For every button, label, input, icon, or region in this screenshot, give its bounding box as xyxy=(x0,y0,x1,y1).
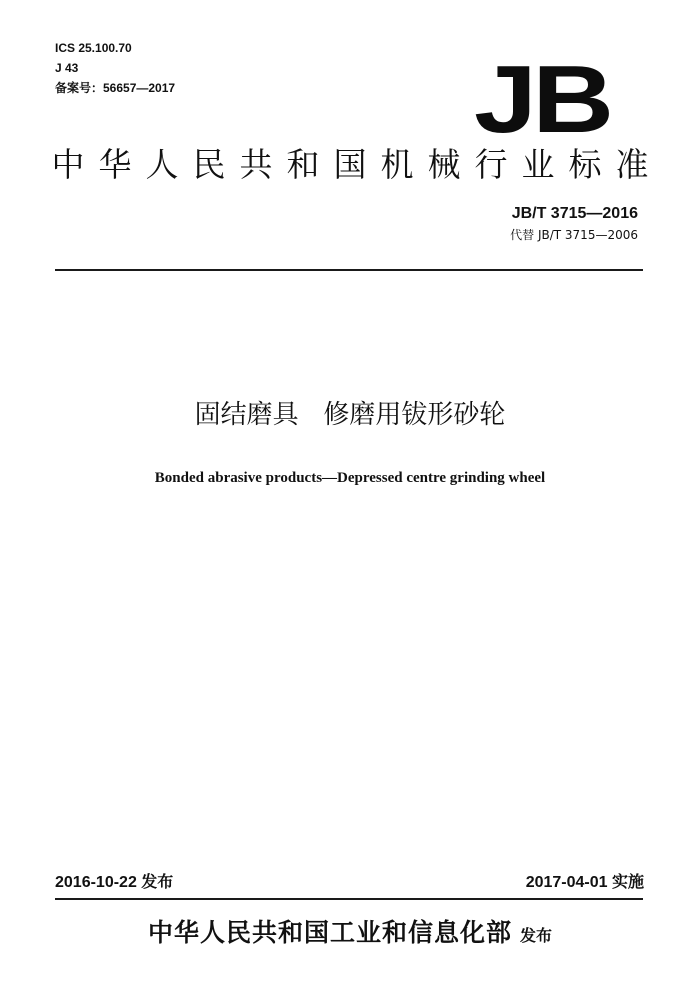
standard-code: JB/T 3715—2016 xyxy=(511,205,638,222)
title-english: Bonded abrasive products—Depressed centre grinding wheel xyxy=(154,470,546,486)
replaces-standard: 代替 JB/T 3715—2006 xyxy=(510,228,638,242)
top-divider xyxy=(55,269,643,271)
ics-code: ICS 25.100.70 xyxy=(55,41,132,55)
title-chinese: 固结磨具 修磨用钹形砂轮 xyxy=(194,400,506,430)
ccs-code: J 43 xyxy=(55,61,79,75)
issuer-line xyxy=(0,920,700,945)
implementation-date: 2017-04-01 实施 xyxy=(525,874,644,891)
issuer-name: 中华人民共和国工业和信息化部 xyxy=(147,918,512,947)
jb-logo: JB xyxy=(474,46,610,153)
issue-date: 2016-10-22 发布 xyxy=(55,874,174,891)
standard-category: 中华人民共和国机械行业标准 xyxy=(51,145,663,184)
standard-code-block xyxy=(510,204,638,244)
bottom-divider xyxy=(55,898,643,900)
filing-number: 备案号：56657—2017 xyxy=(55,81,176,95)
issuer-suffix: 发布 xyxy=(520,926,553,945)
